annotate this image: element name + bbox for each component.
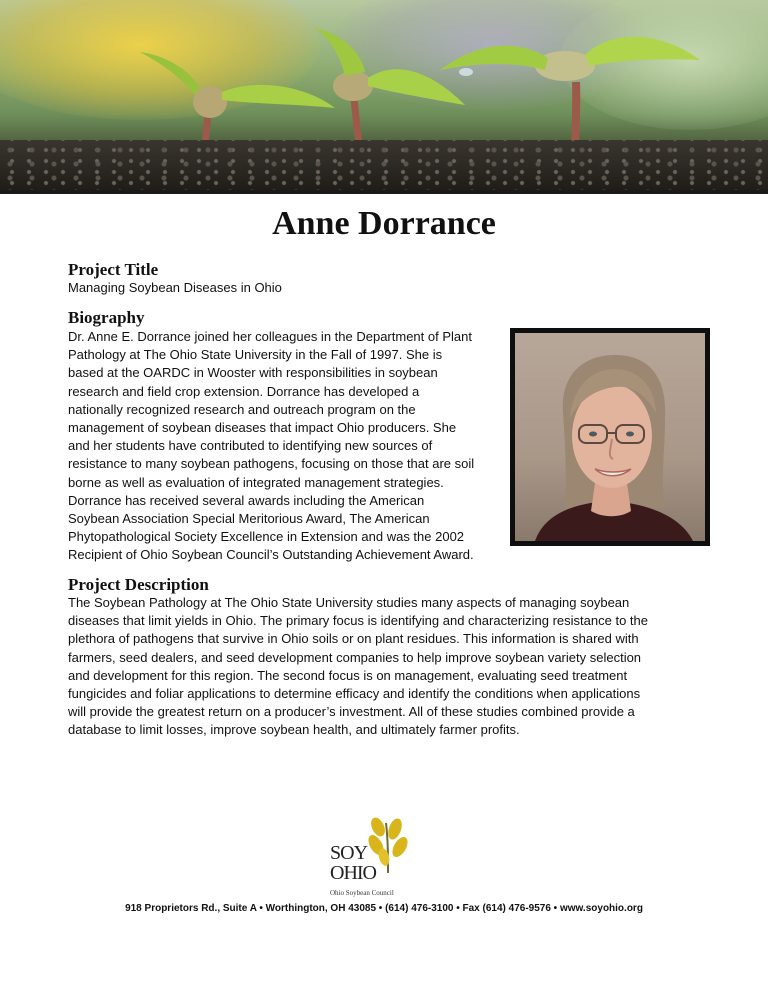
biography-line: nationally recognized research and outreach program on the [68,401,416,417]
biography-line: and her students have contributed to identifying new sources of [68,438,433,454]
description-line: plethora of pathogens that survive in Ohio soils or on plant residues. This information is shared with [68,631,639,647]
logo-subtitle: Ohio Soybean Council [330,889,394,897]
description-line: database to limit losses, improve soybean health, and ultimately farmer profits. [68,722,520,738]
project-description-text [68,594,698,740]
biography-line: based at the OARDC in Wooster with responsibilities in soybean [68,365,438,381]
biography-line: Pathology at The Ohio State University in the Fall of 1997. She is [68,347,443,363]
page-title: Anne Dorrance [272,205,496,242]
description-line: farmers, seed dealers, and seed development companies to help improve soybean variety selection [68,649,642,665]
project-description-heading: Project Description [68,575,209,594]
project-title-heading: Project Title [68,260,159,279]
logo-line-soy: SOY [330,842,368,864]
biography-line: Phytopathological Society Excellence in Extension and was the 2002 [68,529,465,545]
description-line: will provide the greatest return on a producer’s investment. All of these studies combined provide a [68,704,635,720]
header-banner-image [0,0,768,190]
description-line: fungicides and foliar applications to determine efficacy and identify the conditions when applications [68,686,641,702]
logo-line-ohio: OHIO [330,862,376,884]
biography-line: Dr. Anne E. Dorrance joined her colleagues in the Department of Plant [68,329,472,344]
soil-layer [0,140,768,190]
biography-line: research and field crop extension. Dorrance has developed a [68,383,420,399]
footer-address: 918 Proprietors Rd., Suite A • Worthington, OH 43085 • (614) 476-3100 • Fax (614) 476-9576 • www.soyohio.org [125,903,643,914]
description-line: The Soybean Pathology at The Ohio State University studies many aspects of managing soybean [68,595,630,610]
soy-ohio-logo [330,815,440,900]
biography-heading: Biography [68,308,145,327]
biography-line: Soybean Association Special Meritorious Award, The American [68,511,430,527]
biography-line: borne as well as evaluation of integrated management strategies. [68,474,444,490]
portrait-photo [510,328,710,546]
biography-line: management of soybean diseases that impact Ohio producers. She [68,420,457,436]
biography-text [68,328,504,565]
description-line: and development for this region. The second focus is on management, evaluating seed treatment [68,667,628,683]
logo-wordmark [330,843,400,883]
banner-divider [0,190,768,194]
description-line: diseases that limit yields in Ohio. The primary focus is identifying and characterizing resistance to the [68,613,648,629]
project-title-text: Managing Soybean Diseases in Ohio [68,280,282,295]
biography-line: Dorrance has received several awards including the American [68,492,425,508]
biography-line: Recipient of Ohio Soybean Council’s Outstanding Achievement Award. [68,547,474,563]
biography-line: resistance to many soybean pathogens, focusing on those that are soil [68,456,475,472]
portrait-illustration [515,333,705,541]
